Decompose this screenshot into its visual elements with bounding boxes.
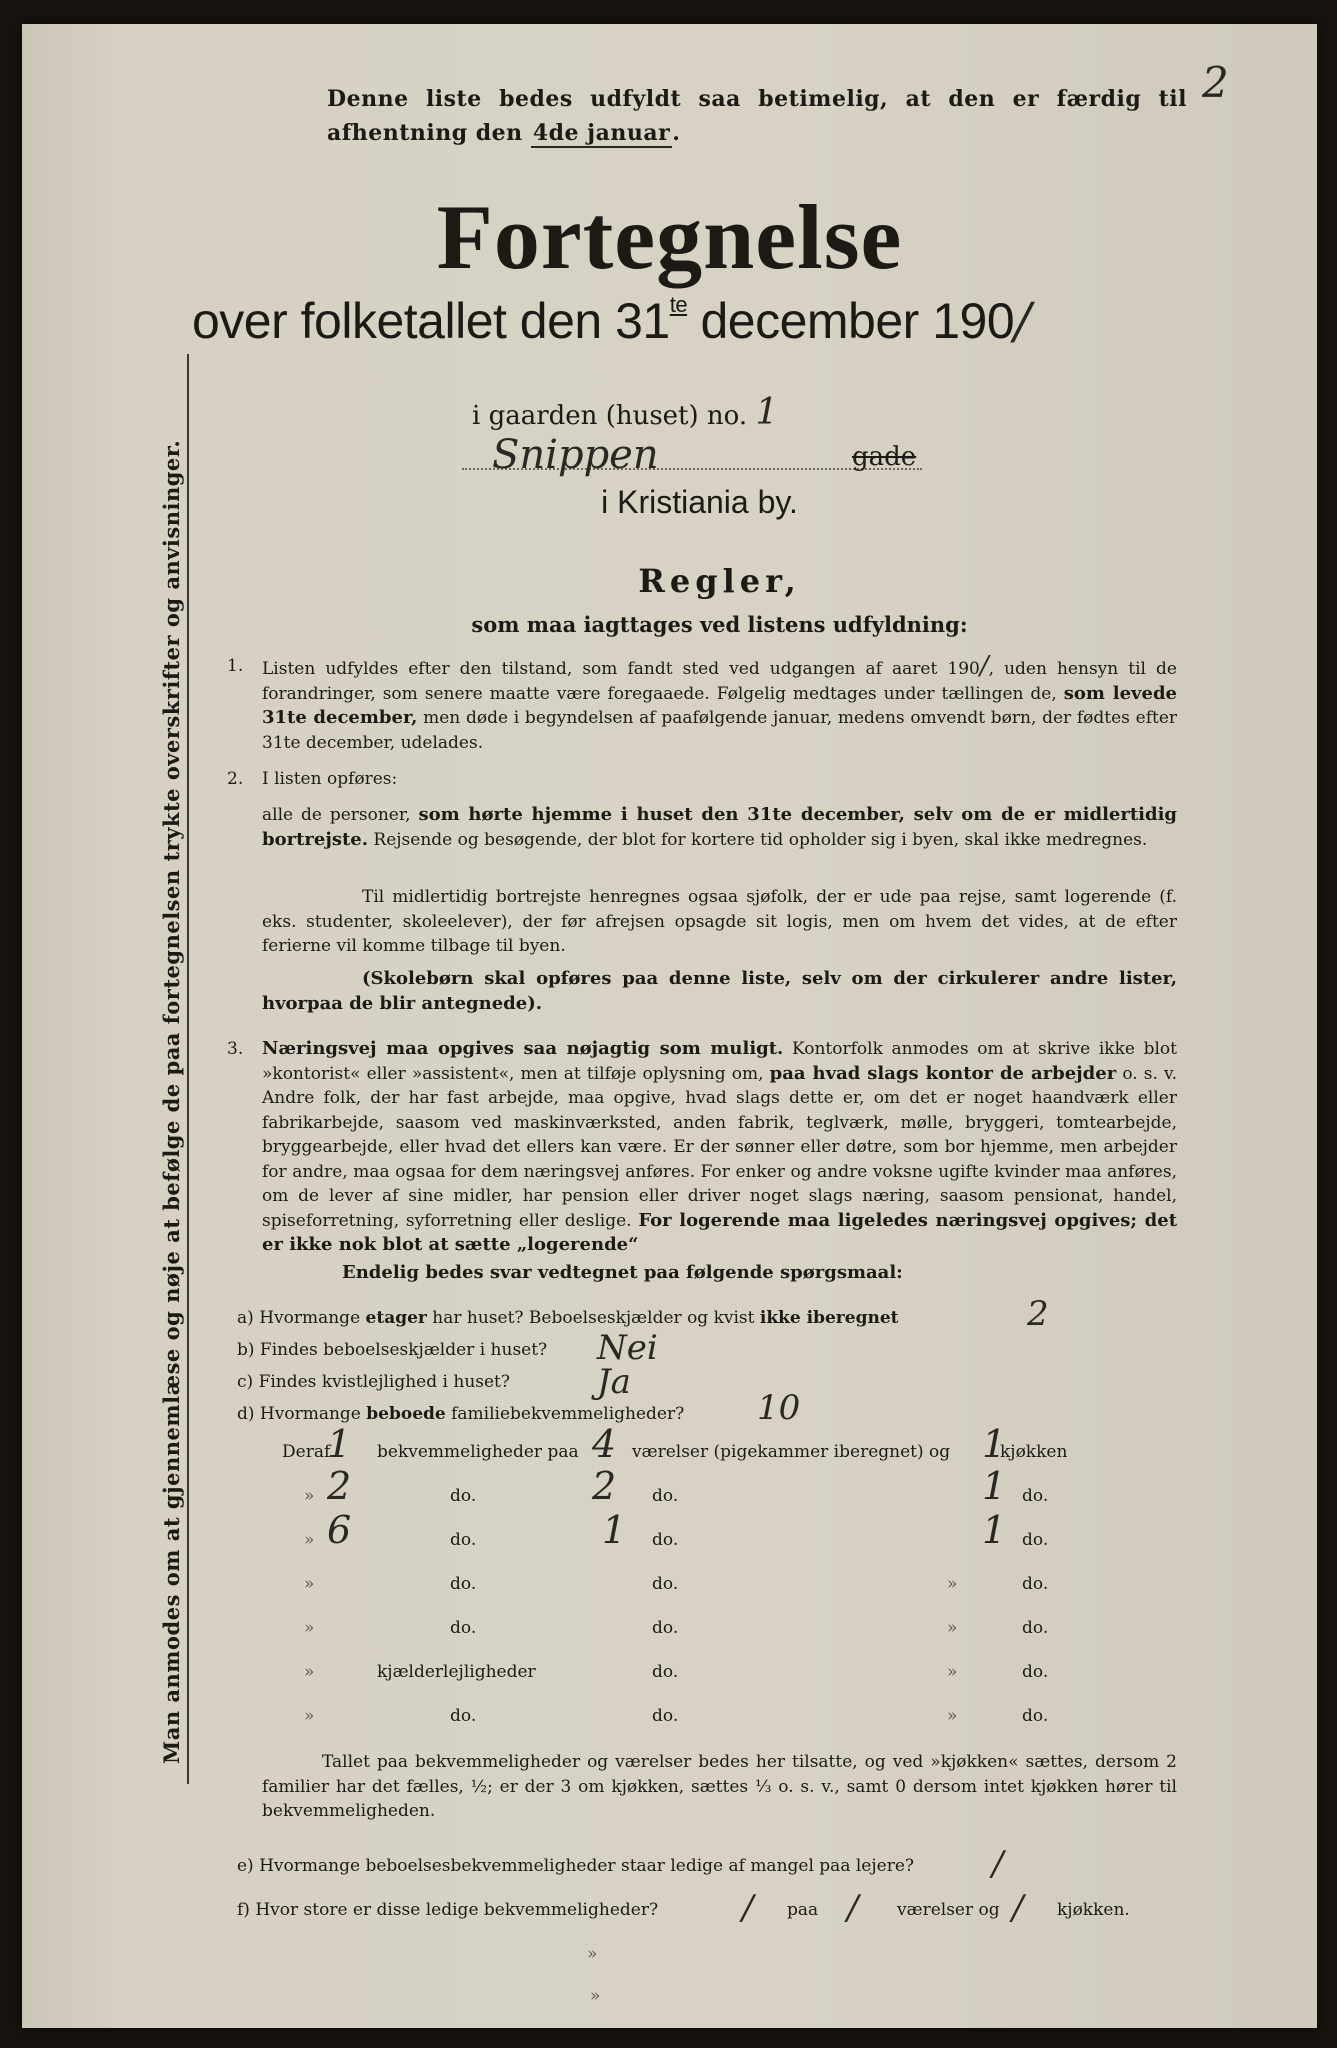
- footer-note: Tallet paa bekvemmeligheder og værelser bedes her tilsatte, og ved »kjøkken« sættes, dersom 2 familier har det fælles, ½; er der 3 om kjøkken, sættes ⅓ o. s. v., samt 0 dersom intet kjøkken hører til bekvemmeligheden.: [262, 1752, 1177, 1821]
- pickup-date: 4de januar: [532, 120, 671, 146]
- question-b: b) Findes beboelseskjælder i huset? Nei: [237, 1328, 658, 1368]
- side-instruction: Man anmodes om at gjennemlæse og nøje at befølge de paa fortegnelsen trykte overskrifter og anvisninger.: [159, 439, 184, 1764]
- header-note: Denne liste bedes udfyldt saa betimelig, at den er færdig til afhentning den 4de januar.: [327, 86, 1187, 146]
- question-d: d) Hvormange beboede familiebekvemmeligheder? 10: [237, 1388, 801, 1428]
- street-name: Snippen: [492, 432, 659, 478]
- page-title: Fortegnelse: [436, 186, 903, 288]
- question-c: c) Findes kvistlejlighed i huset? Ja: [237, 1362, 631, 1402]
- rules-title: Regler,: [638, 562, 801, 600]
- answer-c: Ja: [597, 1362, 631, 1402]
- year-digit: /: [1014, 292, 1031, 350]
- census-form-page: 2 Denne liste bedes udfyldt saa betimelig, at den er færdig til afhentning den 4de januar. Fortegnelse over folketallet den $31^{te}$ december 190/ i gaarden (huset) no. 1 Snippen gade i Kristiania by. Regler, som maa iagttages ved listens udfyldning: Man anmodes om at gjennemlæse og nøje at befølge de paa fortegnelsen trykte overskrifter og anvisninger. 1. Listen udfyldes efter den tilstand, som fandt sted ved udgangen af aaret 190/, uden hensyn til de forandringer, som senere maatte være foregaaede. Følgelig medtages under tællingen de, som levede 31te december, men døde i begyndelsen af paafølgende januar, medens omvendt børn, der fødtes efter 31te december, udelades. 2. I listen opføres: alle de personer, som hørte hjemme i huset den 31te december, selv om de er midlertidig bortrejste. Rejsende og besøgende, der blot for kortere tid opholder sig i byen, skal ikke medregnes. Til midlertidig bortrejste henregnes ogsaa sjøfolk, der er ude paa rejse, samt logerende (f. eks. studenter, skoleelever), der før afrejsen opsagde sit logis, men om hvem det vides, at de efter ferierne vil komme tilbage til byen. (Skolebørn skal opføres paa denne liste, selv om der cirkulerer andre lister, hvorpaa de blir antegnede). 3. Næringsvej maa opgives saa nøjagtig som muligt. Kontorfolk anmodes om at skrive ikke blot »kontorist« eller »assistent«, men at tilføje oplysning om, paa hvad slags kontor de arbejder o. s. v. Andre folk, der har fast arbejde, maa opgive, hvad slags dette er, om det er noget haandværk eller fabrikarbejde, saasom ved maskinværksted, anden fabrik, teglværk, mølle, bryggeri, tomtearbejde, bryggearbejde, eller hvad det ellers kan være. Er der sønner eller døtre, som bor hjemme, men arbejder for andre, maa ogsaa for dem næringsvej anføres. For enker og andre voksne ugifte kvinder maa anføres, om de lever af sine midler, har pension eller driver noget slags næring, saasom pensionat, handel, spiseforretning, syforretning eller deslige. For logerende maa ligeledes næringsvej opgives; det er ikke nok blot at sætte „logerende“ Endelig bedes svar vedtegnet paa følgende spørgsmaal: a) Hvormange etager har huset? Beboelseskjælder og kvist ikke iberegnet 2 b) Findes beboelseskjælder i huset? Nei c) Findes kvistlejlighed i huset? Ja d) Hvormange beboede familiebekvemmeligheder? 10 Deraf 1 bekvemmeligheder paa 4 værelser (pigekammer iberegnet) og 1 kjøkken » 2 do. 2 do. 1 do. » 6 do. 1 do. 1 do. » do. do. » do. » do. do. » do. » kjælderlejligheder do. » do. » do. do. » do. Tallet paa bekvemmeligheder og værelser bedes her tilsatte, og ved »kjøkken« sættes, dersom 2 familier har det fælles, ½; er der 3 om kjøkken, sættes ⅓ o. s. v., samt 0 dersom intet kjøkken hører til bekvemmeligheden. e) Hvormange beboelsesbekvemmeligheder staar ledige af mangel paa lejere? / f) Hvor store er disse ledige bekvemmeligheder? / paa / værelser og / kjøkken. » »: [22, 24, 1317, 2028]
- street-line: [462, 434, 922, 482]
- answer-a: 2: [1027, 1294, 1049, 1334]
- answer-e: /: [992, 1844, 1004, 1884]
- answer-d: 10: [757, 1388, 801, 1428]
- rules-subtitle: som maa iagttages ved listens udfyldning:: [471, 612, 968, 637]
- answer-b: Nei: [597, 1328, 658, 1368]
- question-e: e) Hvormange beboelsesbekvemmeligheder staar ledige af mangel paa lejere? /: [237, 1844, 1004, 1884]
- page-subtitle: over folketallet den $31^{te}$ december 190/: [192, 292, 1031, 350]
- house-number-line: i gaarden (huset) no. 1: [472, 392, 779, 433]
- question-a: a) Hvormange etager har huset? Beboelseskjælder og kvist ikke iberegnet 2: [237, 1294, 1049, 1334]
- city-line: i Kristiania by.: [601, 484, 798, 520]
- question-f: f) Hvor store er disse ledige bekvemmeligheder? / paa / værelser og / kjøkken.: [237, 1888, 1130, 1928]
- gade-label: gade: [852, 442, 917, 472]
- house-number: 1: [755, 392, 779, 433]
- page-number: 2: [1202, 58, 1229, 107]
- questions-intro: Endelig bedes svar vedtegnet paa følgende spørgsmaal:: [342, 1262, 903, 1283]
